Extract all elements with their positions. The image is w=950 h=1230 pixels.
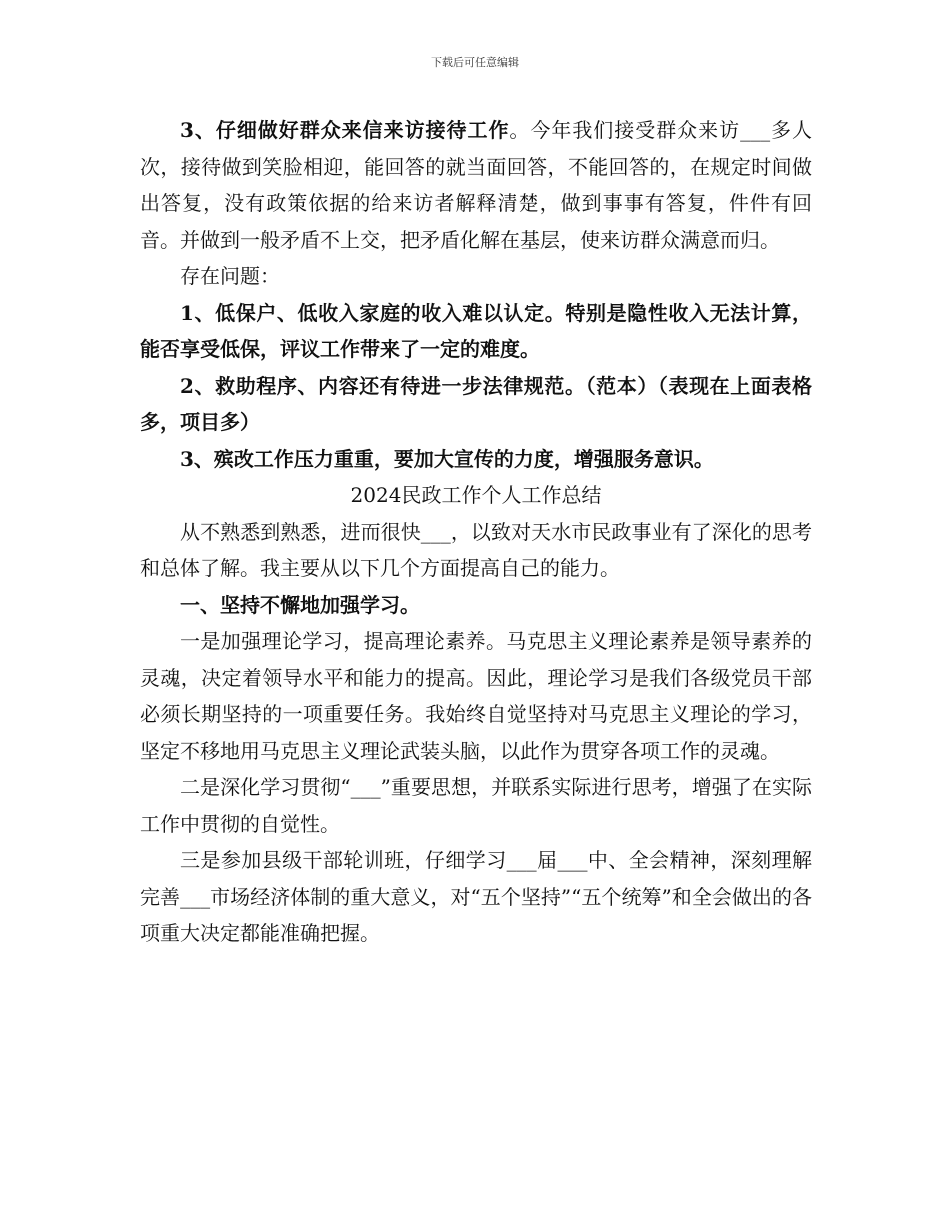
paragraph-intro: 从不熟悉到熟悉，进而很快___，以致对天水市民政事业有了深化的思考和总体了解。我主要从以下几个方面提高自己的能力。	[140, 519, 812, 580]
paragraph-problem-3: 3、殡改工作压力重重，要加大宣传的力度，增强服务意识。	[180, 446, 714, 471]
paragraph-training: 三是参加县级干部轮训班，仔细学习___届___中、全会精神，深刻理解完善___市场经济体制的重大意义，对“五个坚持”“五个统筹”和全会做出的各项重大决定都能准确把握。	[140, 848, 812, 945]
paragraph-problem-1: 1、低保户、低收入家庭的收入难以认定。特别是隐性收入无法计算，能否享受低保，评议工作带来了一定的难度。	[140, 300, 812, 361]
paragraph-visit-reception	[140, 112, 812, 258]
document-body	[140, 112, 812, 952]
paragraph-problems-label: 存在问题：	[180, 264, 280, 288]
paragraph-lead-bold: 3、仔细做好群众来信来访接待工作	[180, 118, 510, 142]
paragraph-deepen-study: 二是深化学习贯彻“___”重要思想，并联系实际进行思考，增强了在实际工作中贯彻的自觉性。	[140, 775, 812, 836]
paragraph-rest: 。今年我们接受群众来访___多人次，接待做到笑脸相迎，能回答的就当面回答，不能回答的，在规定时间做出答复，没有政策依据的给来访者解释清楚，做到事事有答复，件件有回音。并做到一般矛盾不上交，把矛盾化解在基层，使来访群众满意而归。	[140, 118, 813, 252]
document-title: 2024民政工作个人工作总结	[350, 483, 602, 507]
paragraph-problem-2: 2、救助程序、内容还有待进一步法律规范。（范本）（表现在上面表格多，项目多）	[140, 373, 812, 434]
paragraph-theory-study: 一是加强理论学习，提高理论素养。马克思主义理论素养是领导素养的灵魂，决定着领导水平和能力的提高。因此，理论学习是我们各级党员干部必须长期坚持的一项重要任务。我始终自觉坚持对马克思主义理论的学习，坚定不移地用马克思主义理论武装头脑，以此作为贯穿各项工作的灵魂。	[140, 629, 812, 763]
page-header: 下载后可任意编辑	[431, 56, 519, 69]
section-heading-1: 一、坚持不懈地加强学习。	[180, 592, 420, 617]
